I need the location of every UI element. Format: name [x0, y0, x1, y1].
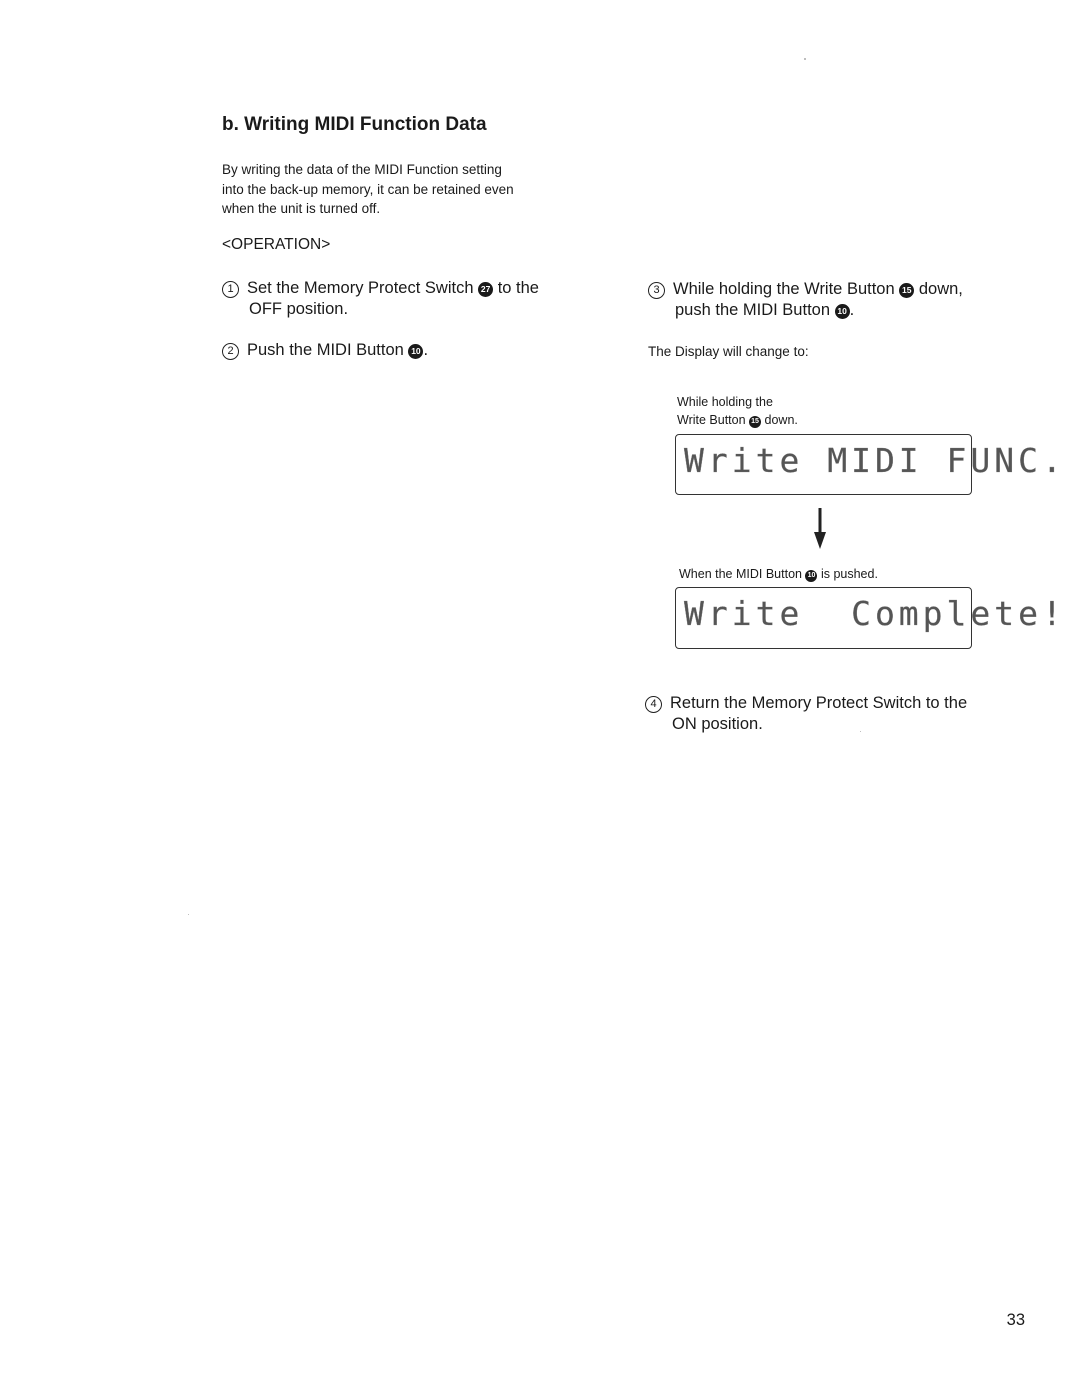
section-heading: b. Writing MIDI Function Data	[222, 114, 487, 135]
step-text: Return the Memory Protect Switch to the	[670, 694, 968, 712]
caption-line: While holding the	[677, 395, 773, 409]
step-text: ON position.	[672, 715, 763, 733]
step-text: Set the Memory Protect Switch	[247, 279, 474, 297]
caption-holding	[677, 394, 798, 429]
step-3	[648, 279, 963, 321]
lcd-text: Write Complete!	[684, 594, 1066, 633]
step-number: 1	[222, 281, 239, 298]
step-1	[222, 278, 539, 320]
reference-marker-icon: 27	[478, 282, 493, 297]
caption-text: is pushed.	[820, 567, 878, 581]
intro-line: into the back-up memory, it can be retained even	[222, 181, 514, 197]
caption-text: Write Button	[677, 412, 746, 427]
step-2	[222, 340, 428, 361]
operation-label: <OPERATION>	[222, 236, 331, 253]
scan-speck	[188, 914, 189, 915]
step-number: 3	[648, 282, 665, 299]
caption-pushed	[679, 566, 878, 584]
lcd-text: Write MIDI FUNC.	[684, 441, 1066, 480]
step-text: .	[849, 301, 855, 319]
step-number: 2	[222, 343, 239, 360]
caption-text: down.	[764, 412, 798, 427]
step-text: OFF position.	[249, 300, 349, 318]
reference-marker-icon: 15	[899, 283, 914, 298]
reference-marker-icon: 15	[749, 416, 761, 428]
intro-line: when the unit is turned off.	[222, 201, 381, 216]
lcd-display-write-complete	[675, 587, 1066, 649]
step-text: .	[423, 341, 429, 359]
intro-line: By writing the data of the MIDI Function setting	[222, 162, 502, 177]
step-4	[645, 693, 967, 735]
page-number: 33	[1006, 1311, 1025, 1329]
step-text: down,	[918, 280, 963, 298]
scan-speck	[860, 731, 861, 732]
scan-speck	[804, 58, 806, 60]
down-arrow-icon	[812, 508, 828, 550]
lcd-display-write-midi-func	[675, 434, 1066, 495]
step-text: push the MIDI Button	[675, 301, 831, 319]
display-change-note: The Display will change to:	[648, 344, 809, 359]
caption-text: When the MIDI Button	[679, 567, 802, 581]
reference-marker-icon: 10	[835, 304, 850, 319]
step-text: While holding the Write Button	[673, 280, 895, 298]
step-number: 4	[645, 696, 662, 713]
intro-paragraph	[222, 160, 592, 219]
reference-marker-icon: 10	[805, 570, 817, 582]
step-text: Push the MIDI Button	[247, 341, 404, 359]
step-text: to the	[497, 279, 539, 297]
reference-marker-icon: 10	[408, 344, 423, 359]
